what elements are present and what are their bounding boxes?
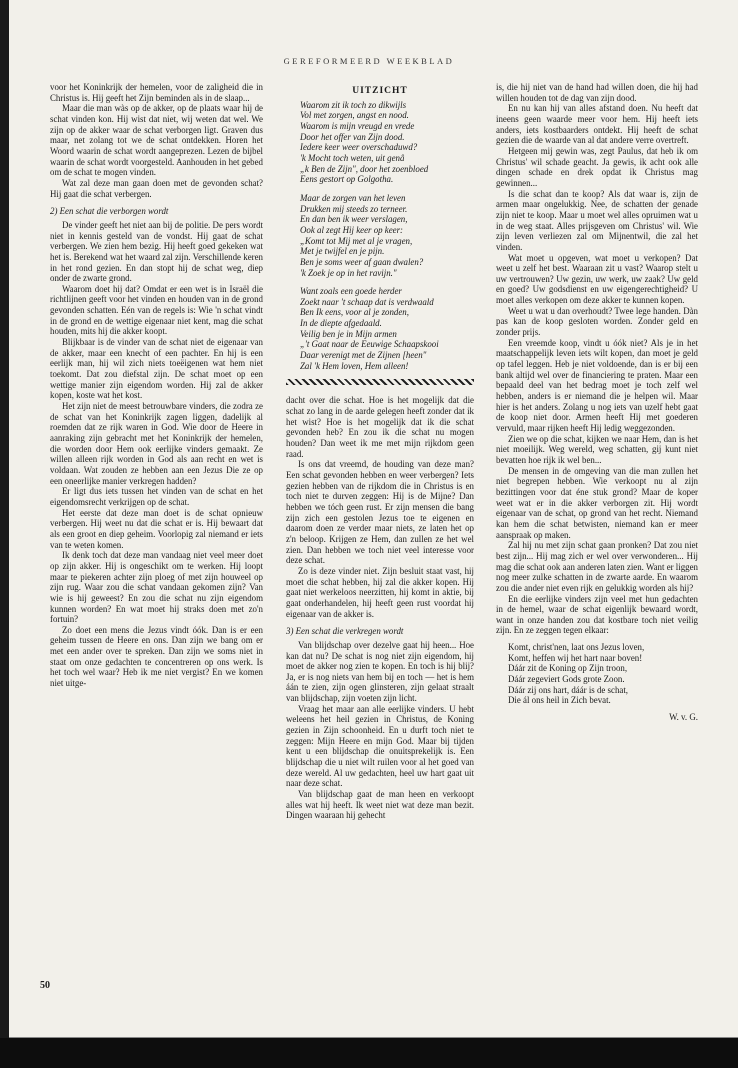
poem-line: 'k Mocht toch weten, uit genâ: [300, 152, 405, 163]
poem-title: UITZICHT: [352, 86, 408, 96]
paragraph: De mensen in de omgeving van die man zullen het niet begrepen hebben. Wie verkoopt nu al zijn bezittingen voor dat éne stuk grond? Maar de koper weet wat er in die akker verborgen zit. Hij wordt eigenaar van de schat, op grond van het recht. Niemand kan hem die schat betwisten, niemand kan er meer aanspraak op maken.: [496, 465, 698, 540]
paragraph: Van blijdschap over dezelve gaat hij heen... Hoe kan dat nu? De schat is nog niet zijn eigendom, hij moet de akker nog zien te kopen. En toch is hij blij? Ja, er is nog niets van hem bij en toch — het is hem áán te zien, zijn ogen glinsteren, zijn gelaat straalt van blijdschap, zijn voeten zijn licht.: [286, 639, 474, 704]
poem-line: „k Ben de Zijn", door het zoenbloed: [300, 163, 429, 174]
poem: [300, 100, 474, 372]
paragraph: Zo doet een mens die Jezus vindt óók. Dan is er een geheim tussen de Heere en ons. Dan zijn we bang om er met een ander over te spreken. Dan zijn we soms niet in staat om onze gedachten te concentreren op ons werk. Is het toch wel waar? Heb ik me niet vergist? En we komen niet uitge-: [50, 624, 263, 689]
signature: W. v. G.: [669, 712, 698, 723]
poem-line: Eens gestort op Golgotha.: [300, 174, 394, 185]
paragraph: voor het Koninkrijk der hemelen, voor de zaligheid die in Christus is. Hij geeft het Zijn beminden als in de slaap...: [50, 82, 263, 103]
closing-verse: [508, 642, 698, 706]
column-2-intro: [286, 395, 474, 619]
paragraph: Is ons dat vreemd, de houding van deze man? Een schat gevonden hebben en weer verbergen? Iets gezien hebben van de rijkdom die in Christus is en toch niet te durven zeggen: Hij is de Mijne? Dan hebben we tóch geen rust. Er zijn mensen die bang zijn zich een gestolen Jezus toe te eigenen en daarom doen ze verder maar niets, ze laten het op z'n beloop. Krijgen ze Hem, dan zullen ze het wel zien. Dan hebben we toch niet veel interesse voor deze schat.: [286, 459, 474, 566]
paragraph: En nu kan hij van alles afstand doen. Nu heeft dat ineens geen waarde meer voor hem. Hij heeft iets anders, iets kostbaarders ontdekt. Hij heeft de schat gezien die de waarde van al dat andere verre overtreft.: [496, 103, 698, 146]
subheading-2: 2) Een schat die verborgen wordt: [50, 206, 169, 217]
verse-line: Dáár zegeviert Gods grote Zoon.: [508, 674, 625, 685]
scan-edge-bottom: [0, 1038, 738, 1068]
paragraph: Waarom doet hij dat? Omdat er een wet is in Israël die richtlijnen geeft voor het vinden en houden van in de grond gevonden schatten. Eén van de regels is: Wie 'n schat vindt in de grond en de wettige eigenaar niet kent, mag die schat houden, mits hij die akker koopt.: [50, 283, 263, 337]
paragraph: Is die schat dan te koop? Als dat waar is, zijn de armen maar ongelukkig. Nee, de schatten der genade zijn niet te koop. Maar u moet wel alles opruimen wat u in de weg staat. Alles prijsgeven om Christus' wil. Wie zijn leven verliezen zal om Mijnentwil, die zal het vinden.: [496, 188, 698, 252]
page-number: 50: [40, 980, 50, 991]
paragraph: Vraag het maar aan alle eerlijke vinders. U hebt weleens het heil gezien in Christus, de Koning gezien in Zijn schoonheid. En u durft toch niet te zeggen: Mijn Heere en mijn God. Maar bij tijden kent u een blijdschap die onuitsprekelijk is. Een blijdschap die u niet wilt ruilen voor al het goed van deze wereld. Al uw gedachten, heel uw hart gaat uit naar deze schat.: [286, 703, 474, 789]
poem-line: Veilig ben je in Mijn armen: [300, 328, 397, 339]
column-2: [286, 82, 474, 972]
poem-line: Door het offer van Zijn dood.: [300, 131, 405, 142]
poem-line: 'k Zoek je op in het ravijn.": [300, 267, 397, 278]
paragraph: Zal hij nu met zijn schat gaan pronken? Dat zou niet best zijn... Hij mag zich er wel over verwonderen... Hij mag die schat ook aan anderen laten zien. Want er liggen nog meer zulke schatten in de zwarte aarde. En waarom zou die ander niet even rijk en gelukkig worden als hij?: [496, 540, 698, 593]
column-2-body: [286, 640, 474, 821]
verse-line: Komt, heffen wij het hart naar boven!: [508, 652, 643, 663]
column-1-body: [50, 220, 263, 689]
paragraph: Wat moet u opgeven, wat moet u verkopen? Dat weet u zelf het best. Waaraan zit u vast? Waarop stelt u uw vertrouwen? Uw gezin, uw werk, uw zaak? Uw geld en goed? Uw godsdienst en uw eigengerechtigheid? U moet alles verkopen om deze akker te kunnen kopen.: [496, 252, 698, 306]
poem-line: Waarom zit ik toch zo dikwijls: [300, 99, 407, 110]
poem-line: En dan ben ik weer verslagen,: [300, 214, 408, 225]
paragraph: Blijkbaar is de vinder van de schat niet de eigenaar van de akker, maar een knecht of een pachter. En hij is een eerlijk man, hij wil zich niets toeëigenen wat hem niet toekomt. Dat zou diefstal zijn. De schat moet op een wettige manier zijn eigendom worden. Hij zal de akker kopen, koste wat het kost.: [50, 337, 263, 401]
paragraph: Er ligt dus iets tussen het vinden van de schat en het eigendomsrecht verkrijgen op de schat.: [50, 486, 263, 507]
poem-line: Drukken mij steeds zo terneer.: [300, 203, 408, 214]
verse-line: Die ál ons heil in Zich bevat.: [508, 695, 611, 706]
poem-line: Met je twijfel en je pijn.: [300, 246, 385, 257]
poem-line: Want zoals een goede herder: [300, 286, 402, 297]
paragraph: Ik denk toch dat deze man vandaag niet veel meer doet op zijn akker. Hij is ongeschikt om te werken. Hij loopt maar te piekeren achter zijn ploeg of met zijn houweel op zijn rug. Waar zou die schat vandaan gekomen zijn? Van wie is hij geweest? En zou die schat nu zijn eigendom kunnen worden? En wat moet hij straks doen met zo'n fortuin?: [50, 550, 263, 625]
paragraph: Hetgeen mij gewin was, zegt Paulus, dat heb ik om Christus' wil schade geacht. Ja gewis, ik acht ook alle dingen schade en drek opdat ik Christus mag gewinnen...: [496, 145, 698, 188]
subheading-3: 3) Een schat die verkregen wordt: [286, 626, 404, 637]
poem-stanza: [300, 193, 474, 278]
poem-line: Daar verenigt met de Zijnen [heen": [300, 350, 427, 361]
paragraph: is, die hij niet van de hand had willen doen, die hij had willen houden tot de dag van zijn dood.: [496, 82, 698, 103]
paragraph: Weet u wat u dan overhoudt? Twee lege handen. Dàn pas kan de koop gesloten worden. Zonder geld en zonder prijs.: [496, 305, 698, 338]
paragraph: Maar die man wàs op de akker, op de plaats waar hij de schat vinden kon. Hij wist dat niet, wij weten dat wel. We zijn op de akker waar de schat verborgen ligt. Graven dus maar, net zolang tot we de schat ontdekken. Horen het Woord waarin de schat wordt aangeprezen. Lezen de bijbel waarin de schat wordt voorgesteld. Aanhouden in het gebed om de schat te mogen vinden.: [50, 103, 263, 178]
poem-line: Vol met zorgen, angst en nood.: [300, 110, 409, 121]
column-3-body: [496, 82, 698, 636]
paragraph: Een vreemde koop, vindt u óók niet? Als je in het maatschappelijk leven iets wilt kopen, dan moet je geld op tafel leggen. Heb je niet voldoende, dan is er bij een bank altijd wel over de financiering te praten. Maar een bepaald deel van het bedrag moet je toch zelf wel hebben, anders is er niemand die je helpen wil. Maar hier is het anders. Zolang u nog iets van uzelf hebt gaat de koop niet door. Armen heeft Hij met goederen vervuld, maar rijken heeft Hij ledig weggezonden.: [496, 337, 698, 433]
poem-stanza: [300, 100, 474, 185]
paragraph: Wat zal deze man gaan doen met de gevonden schat? Hij gaat die schat verbergen.: [50, 177, 263, 199]
scan-edge-left: [0, 0, 9, 1068]
poem-line: Zoekt naar 't schaap dat is verdwaald: [300, 296, 434, 307]
poem-line: Ben Ik eens, voor al je zonden,: [300, 307, 409, 318]
paragraph: dacht over die schat. Hoe is het mogelijk dat die schat zo lang in de aarde gelegen heeft zonder dat ik het wist? Hoe is het mogelijk dat ik die schat gevonden heb? En zou ik die schat nu mogen houden? Dan weet ik me met mijn rijkdom geen raad.: [286, 395, 474, 459]
poem-line: Ben je soms weer af gaan dwalen?: [300, 256, 424, 267]
poem-stanza: [300, 286, 474, 371]
poem-line: Zal 'k Hem loven, Hem alleen!: [300, 360, 409, 371]
paragraph: Het eerste dat deze man doet is de schat opnieuw verbergen. Hij weet nu dat die schat er is. Hij bewaart dat als een groot en diep geheim. Voorlopig zal niemand er iets van te weten komen.: [50, 507, 263, 550]
column-1-intro: [50, 82, 263, 199]
verse-line: Dáár zit de Koning op Zijn troon,: [508, 663, 628, 674]
ornamental-divider: [286, 379, 474, 385]
paragraph: De vinder geeft het niet aan bij de politie. De pers wordt niet in kennis gesteld van de vondst. Hij gaat de schat verbergen. We zien hem bezig. Hij heeft goed gekeken wat het is. Berekend wat het waard zal zijn. Verschillende keren in het rond gezien. En dan stopt hij de schat weg, diep onder de zwarte grond.: [50, 219, 263, 284]
poem-line: „'t Gaat naar de Eeuwige Schaapskooi: [300, 339, 439, 350]
paragraph: Van blijdschap gaat de man heen en verkoopt alles wat hij heeft. Ik weet niet wat deze man bezit. Dingen waaraan hij gehecht: [286, 789, 474, 821]
paragraph: En die eerlijke vinders zijn veel met hun gedachten in de hemel, waar de schat eigenlijk bewaard wordt, want in onze handen zou dat kostbare toch niet veilig zijn. En ze zeggen tegen elkaar:: [496, 593, 698, 636]
poem-line: Maar de zorgen van het leven: [300, 192, 406, 203]
paragraph: Zo is deze vinder niet. Zijn besluit staat vast, hij moet die schat hebben, hij zal die akker kopen. Hij gaat niet werkeloos neerzitten, hij komt in aktie, bij gaat onderhandelen, hij heeft geen rust voordat hij eigenaar van de akker is.: [286, 565, 474, 619]
paragraph: Zien we op die schat, kijken we naar Hem, dan is het niet moeilijk. Weg wereld, weg schatten, gij kunt niet bevatten hoe rijk ik wel ben...: [496, 433, 698, 465]
poem-line: Iedere keer weer overschaduwd?: [300, 142, 418, 153]
poem-line: Waarom is mijn vreugd en vrede: [300, 120, 415, 131]
verse-line: Dáár zij ons hart, dáár is de schat,: [508, 684, 629, 695]
paragraph: Het zijn niet de meest betrouwbare vinders, die zodra ze de schat van het Koninkrijk zagen liggen, dadelijk al roemden dat ze rijk waren in God. Wie door de Heere in aanraking zijn gebracht met het Koninkrijk der hemelen, die worden door Hem ook eerlijke vinders gemaakt. Ze willen alleen rijk worden in God als aan recht en wet is voldaan. Wat zouden ze hebben aan een Jezus Die ze op een oneerlijke manier verkregen hadden?: [50, 401, 263, 486]
poem-line: In de diepte afgedaald.: [300, 318, 382, 329]
poem-line: „Komt tot Mij met al je vragen,: [300, 235, 413, 246]
column-3: [496, 82, 698, 972]
running-header: GEREFORMEERD WEEKBLAD: [283, 56, 455, 66]
verse-line: Komt, christ'nen, laat ons Jezus loven,: [508, 642, 645, 653]
column-1: [50, 82, 263, 972]
poem-line: Ook al zegt Hij keer op keer:: [300, 224, 404, 235]
